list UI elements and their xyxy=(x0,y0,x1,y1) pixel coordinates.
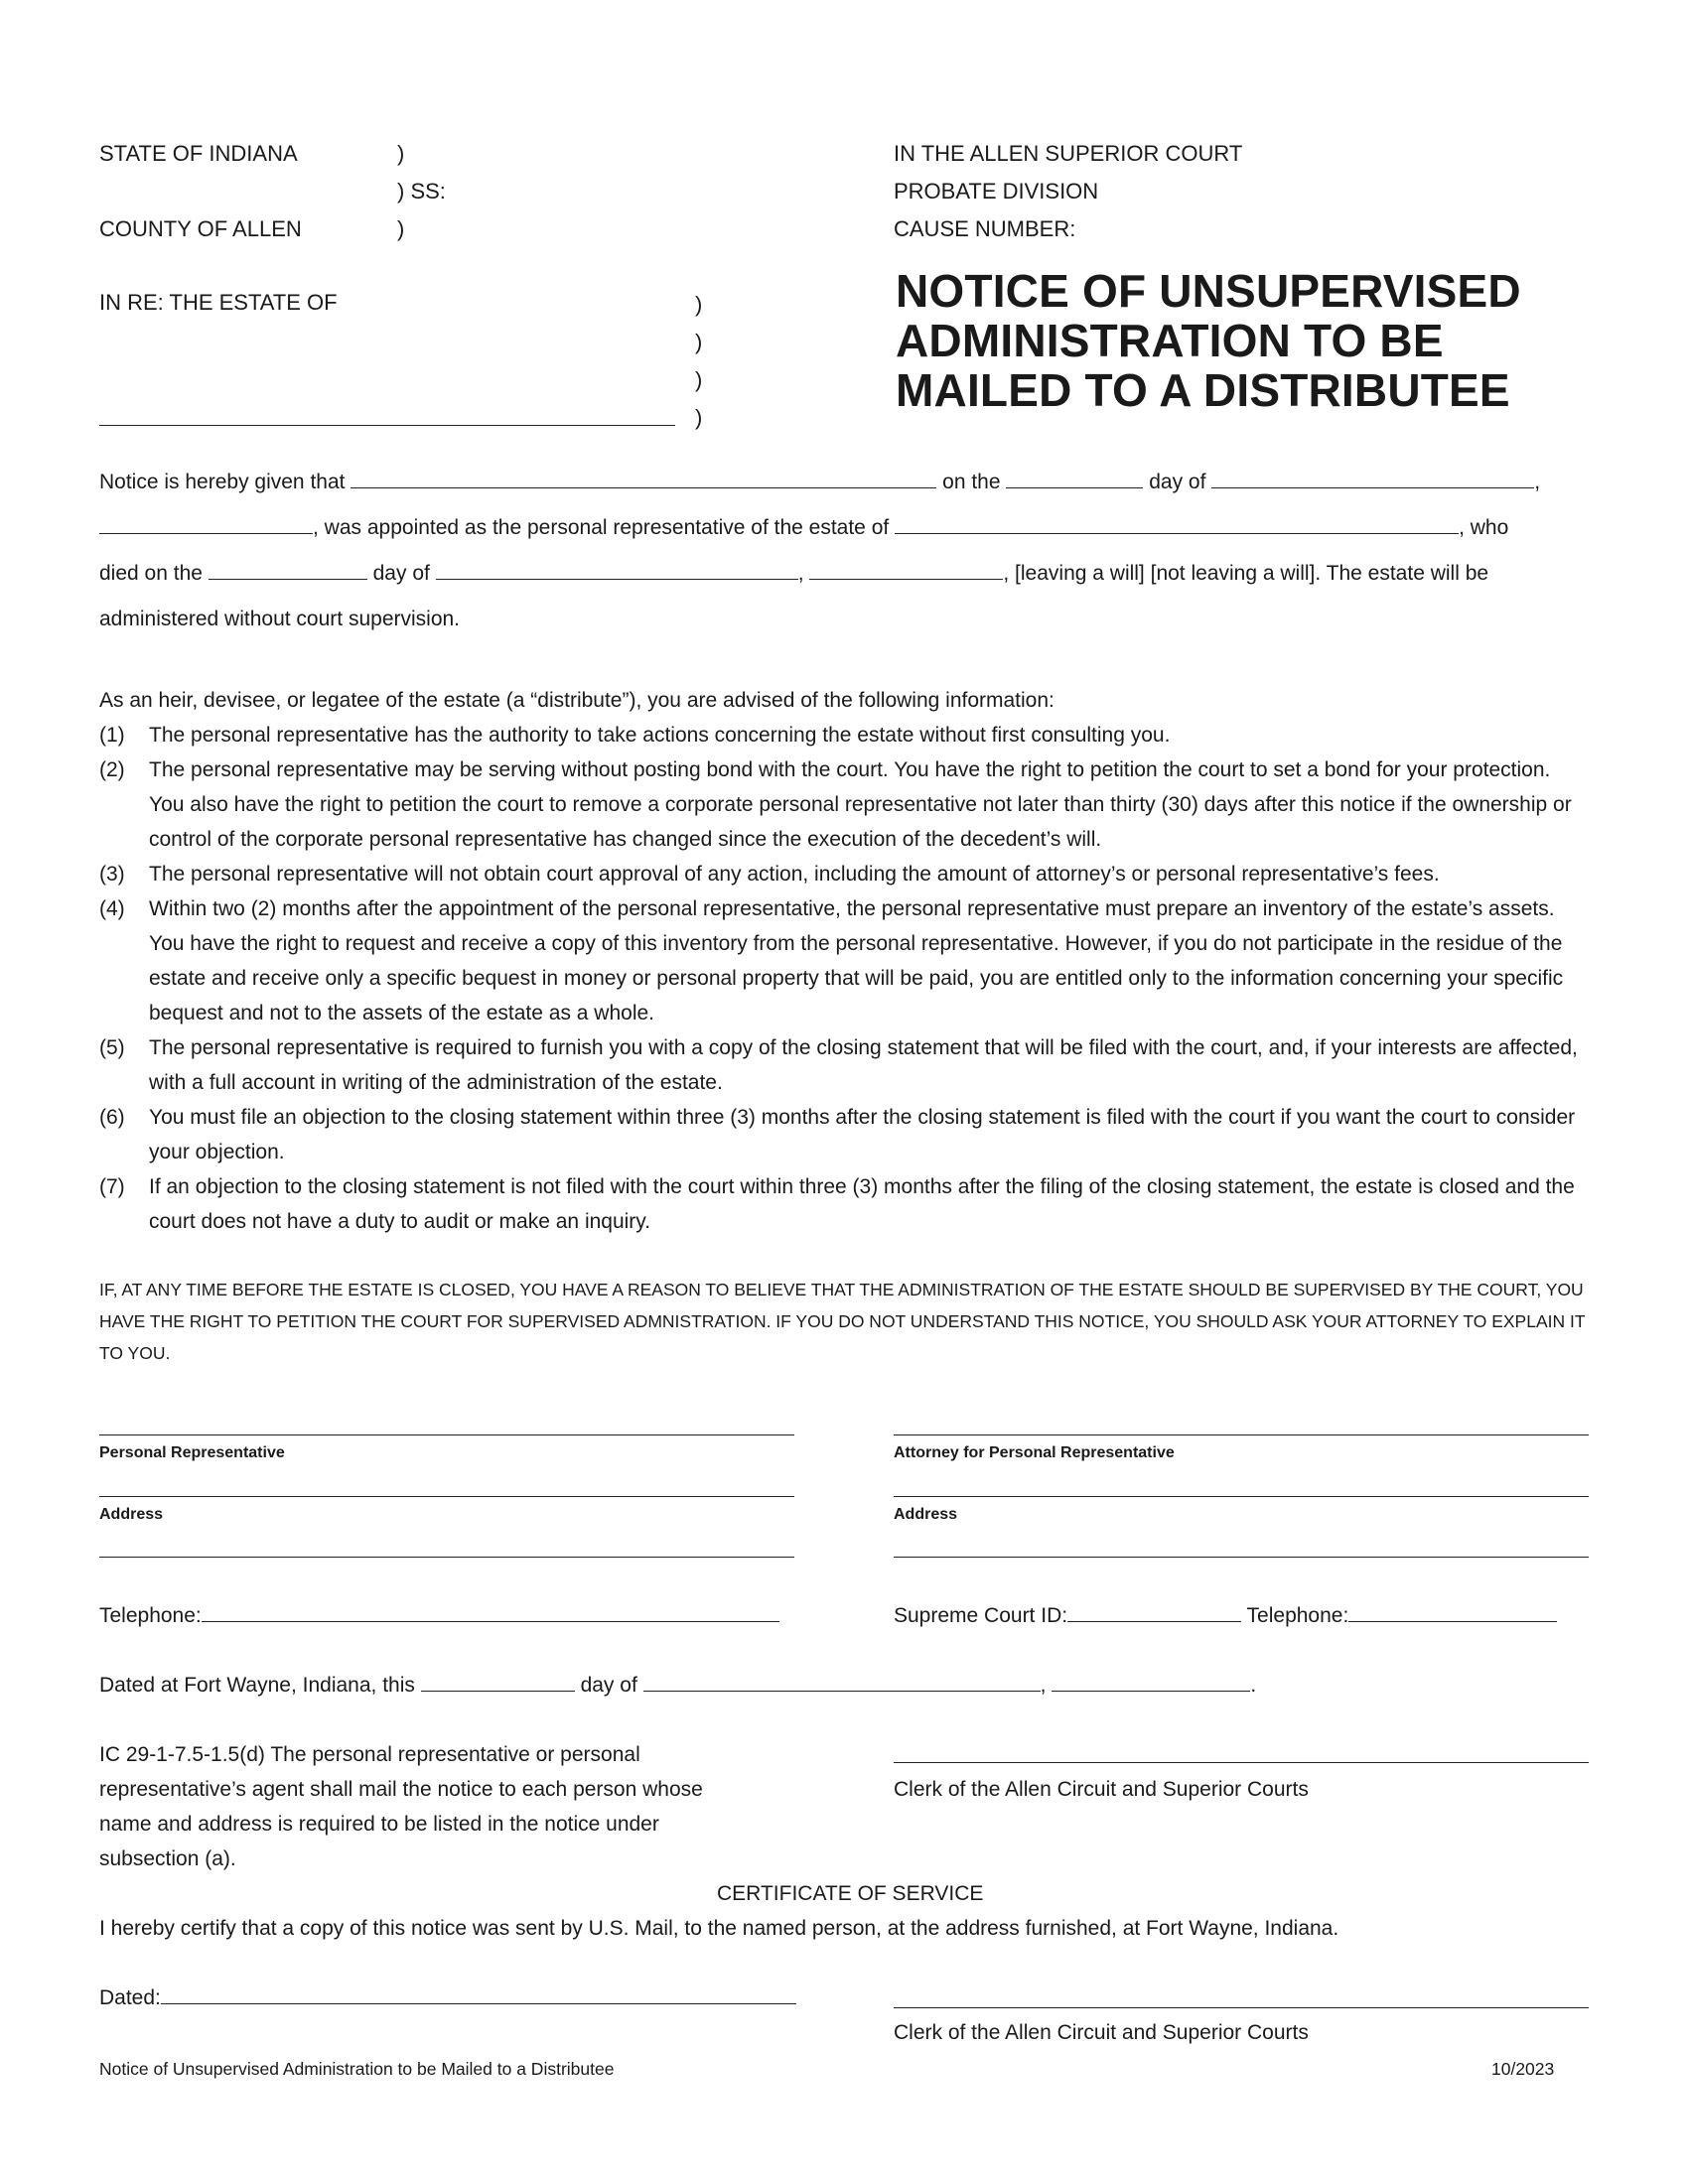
certificate-clerk-label: Clerk of the Allen Circuit and Superior Courts xyxy=(894,2021,1309,2044)
list-number: (7) xyxy=(99,1175,125,1198)
dated-text: . xyxy=(1250,1674,1257,1697)
notice-text: on the xyxy=(942,471,1001,493)
notice-line-2 xyxy=(99,510,1508,545)
notice-text: day of xyxy=(372,562,430,585)
form-title-line-3: MAILED TO A DISTRIBUTEE xyxy=(896,364,1510,416)
caption-paren: ) xyxy=(695,292,703,317)
form-title-line-2: ADMINISTRATION TO BE xyxy=(896,315,1444,366)
dated-text: Dated at Fort Wayne, Indiana, this xyxy=(99,1674,415,1697)
dated-label: Dated: xyxy=(99,1986,161,2009)
list-item xyxy=(99,1030,1589,1100)
certificate-text: I hereby certify that a copy of this notice was sent by U.S. Mail, to the named person, at the address furnished, at Fort Wayne, Indiana. xyxy=(99,1917,1339,1940)
caption-paren: ) xyxy=(397,216,405,241)
notice-line-1 xyxy=(99,465,1540,499)
list-item xyxy=(99,752,1589,857)
dated-text: day of xyxy=(580,1674,637,1697)
attorney-label: Attorney for Personal Representative xyxy=(894,1444,1175,1461)
caption-paren: ) xyxy=(695,367,703,392)
caption-paren: ) xyxy=(397,141,405,166)
dated-month-blank[interactable] xyxy=(643,1671,1041,1692)
dated-day-blank[interactable] xyxy=(421,1671,575,1692)
list-text: Within two (2) months after the appointment of the personal representative, the personal representative must prepare an inventory of the estate’s assets. You have the right to request and receive a copy of this inventory from the personal representative. However, if you do not participate in the residue of the estate and receive only a specific bequest in money or personal property that will be paid, you are entitled only to the information concerning your specific bequest and not to the assets of the estate as a whole. xyxy=(149,897,1564,1024)
pr-address-line-2[interactable] xyxy=(99,1557,794,1558)
certificate-dated-blank[interactable] xyxy=(161,1983,796,2004)
clerk-label: Clerk of the Allen Circuit and Superior Courts xyxy=(894,1778,1309,1801)
supervision-warning: IF, AT ANY TIME BEFORE THE ESTATE IS CLOSED, YOU HAVE A REASON TO BELIEVE THAT THE ADMINISTRATION OF THE ESTATE SHOULD BE SUPERVISED BY THE COURT, YOU HAVE THE RIGHT TO PETITION THE COURT FOR SUPERVISED ADMNISTRATION. IF YOU DO NOT UNDERSTAND THIS NOTICE, YOU SHOULD ASK YOUR ATTORNEY TO EXPLAIN IT TO YOU. xyxy=(99,1280,1586,1363)
pr-telephone-row xyxy=(99,1598,779,1633)
notice-text: , was appointed as the personal representative of the estate of xyxy=(313,516,890,539)
notice-text: , xyxy=(797,562,804,585)
list-item xyxy=(99,718,1589,752)
form-title-line-1: NOTICE OF UNSUPERVISED xyxy=(896,265,1521,317)
estate-name-line[interactable] xyxy=(99,425,675,426)
list-text: The personal representative will not obtain court approval of any action, including the amount of attorney’s or personal representative’s fees. xyxy=(149,863,1440,886)
pr-name-blank[interactable] xyxy=(351,468,936,488)
ss-label: ) SS: xyxy=(397,179,446,204)
death-year-blank[interactable] xyxy=(809,559,1003,580)
supreme-court-id-label: Supreme Court ID: xyxy=(894,1604,1068,1627)
list-number: (3) xyxy=(99,863,125,886)
advice-list xyxy=(99,718,1589,1239)
list-number: (1) xyxy=(99,724,125,747)
decedent-name-blank[interactable] xyxy=(895,513,1459,534)
list-item xyxy=(99,857,1589,891)
dated-row xyxy=(99,1668,1256,1703)
certificate-dated-row xyxy=(99,1980,796,2015)
attorney-id-row xyxy=(894,1598,1557,1633)
appointment-year-blank[interactable] xyxy=(99,513,313,534)
list-item xyxy=(99,891,1589,1030)
address-label: Address xyxy=(894,1506,958,1523)
cause-number-label: CAUSE NUMBER: xyxy=(894,216,1076,241)
list-number: (2) xyxy=(99,758,125,781)
list-item xyxy=(99,1100,1589,1169)
supreme-court-id-blank[interactable] xyxy=(1067,1601,1241,1622)
telephone-label: Telephone: xyxy=(99,1604,202,1627)
death-day-blank[interactable] xyxy=(209,559,367,580)
list-item xyxy=(99,1169,1589,1239)
state-label: STATE OF INDIANA xyxy=(99,141,298,166)
attorney-address-line[interactable] xyxy=(894,1496,1589,1497)
notice-text: , who xyxy=(1459,516,1509,539)
court-division: PROBATE DIVISION xyxy=(894,179,1099,204)
appointment-day-blank[interactable] xyxy=(1006,468,1143,488)
pr-signature-line[interactable] xyxy=(99,1434,794,1435)
clerk-signature-line[interactable] xyxy=(894,1762,1589,1763)
list-text: The personal representative is required to furnish you with a copy of the closing statement that will be filed with the court, and, if your interests are affected, with a full account in writing of the administration of the estate. xyxy=(149,1036,1578,1094)
notice-text: Notice is hereby given that xyxy=(99,471,346,493)
dated-text: , xyxy=(1040,1674,1047,1697)
attorney-address-line-2[interactable] xyxy=(894,1557,1589,1558)
attorney-signature-line[interactable] xyxy=(894,1434,1589,1435)
statute-note: IC 29-1-7.5-1.5(d) The personal representative or personal representative’s agent shall mail the notice to each person whose name and address is required to be listed in the notice under subsection (a). xyxy=(99,1743,703,1870)
list-text: The personal representative has the authority to take actions concerning the estate without first consulting you. xyxy=(149,724,1171,747)
footer-form-name: Notice of Unsupervised Administration to be Mailed to a Distributee xyxy=(99,2059,615,2079)
appointment-month-blank[interactable] xyxy=(1211,468,1534,488)
dated-year-blank[interactable] xyxy=(1052,1671,1250,1692)
notice-text: , [leaving a will] [not leaving a will]. The estate will be xyxy=(1003,562,1489,585)
attorney-telephone-blank[interactable] xyxy=(1348,1601,1557,1622)
notice-text: , xyxy=(1534,471,1541,493)
death-month-blank[interactable] xyxy=(436,559,798,580)
list-number: (5) xyxy=(99,1036,125,1059)
footer-version: 10/2023 xyxy=(1491,2059,1555,2079)
notice-text: died on the xyxy=(99,562,203,585)
telephone-label: Telephone: xyxy=(1246,1604,1349,1627)
advice-intro: As an heir, devisee, or legatee of the estate (a “distribute”), you are advised of the following information: xyxy=(99,689,1055,712)
list-text: The personal representative may be serving without posting bond with the court. You have the right to petition the court to set a bond for your protection. You also have the right to petition the court to remove a corporate personal representative not later than thirty (30) days after this notice if the ownership or control of the corporate personal representative has changed since the execution of the decedent’s will. xyxy=(149,758,1572,851)
list-number: (6) xyxy=(99,1106,125,1129)
pr-address-line[interactable] xyxy=(99,1496,794,1497)
court-name: IN THE ALLEN SUPERIOR COURT xyxy=(894,141,1243,166)
caption-paren: ) xyxy=(695,330,703,354)
in-re-label: IN RE: THE ESTATE OF xyxy=(99,290,338,315)
certificate-clerk-signature-line[interactable] xyxy=(894,2007,1589,2008)
caption-paren: ) xyxy=(695,405,703,430)
notice-text: day of xyxy=(1149,471,1206,493)
notice-line-3 xyxy=(99,556,1488,591)
list-number: (4) xyxy=(99,897,125,920)
list-text: If an objection to the closing statement is not filed with the court within three (3) months after the filing of the closing statement, the estate is closed and the court does not have a duty to audit or make an inquiry. xyxy=(149,1175,1575,1233)
pr-label: Personal Representative xyxy=(99,1444,285,1461)
county-label: COUNTY OF ALLEN xyxy=(99,216,302,241)
pr-telephone-blank[interactable] xyxy=(202,1601,779,1622)
list-text: You must file an objection to the closing statement within three (3) months after the closing statement is filed with the court if you want the court to consider your objection. xyxy=(149,1106,1576,1163)
address-label: Address xyxy=(99,1506,164,1523)
notice-line-4: administered without court supervision. xyxy=(99,608,461,630)
certificate-heading: CERTIFICATE OF SERVICE xyxy=(717,1882,984,1905)
